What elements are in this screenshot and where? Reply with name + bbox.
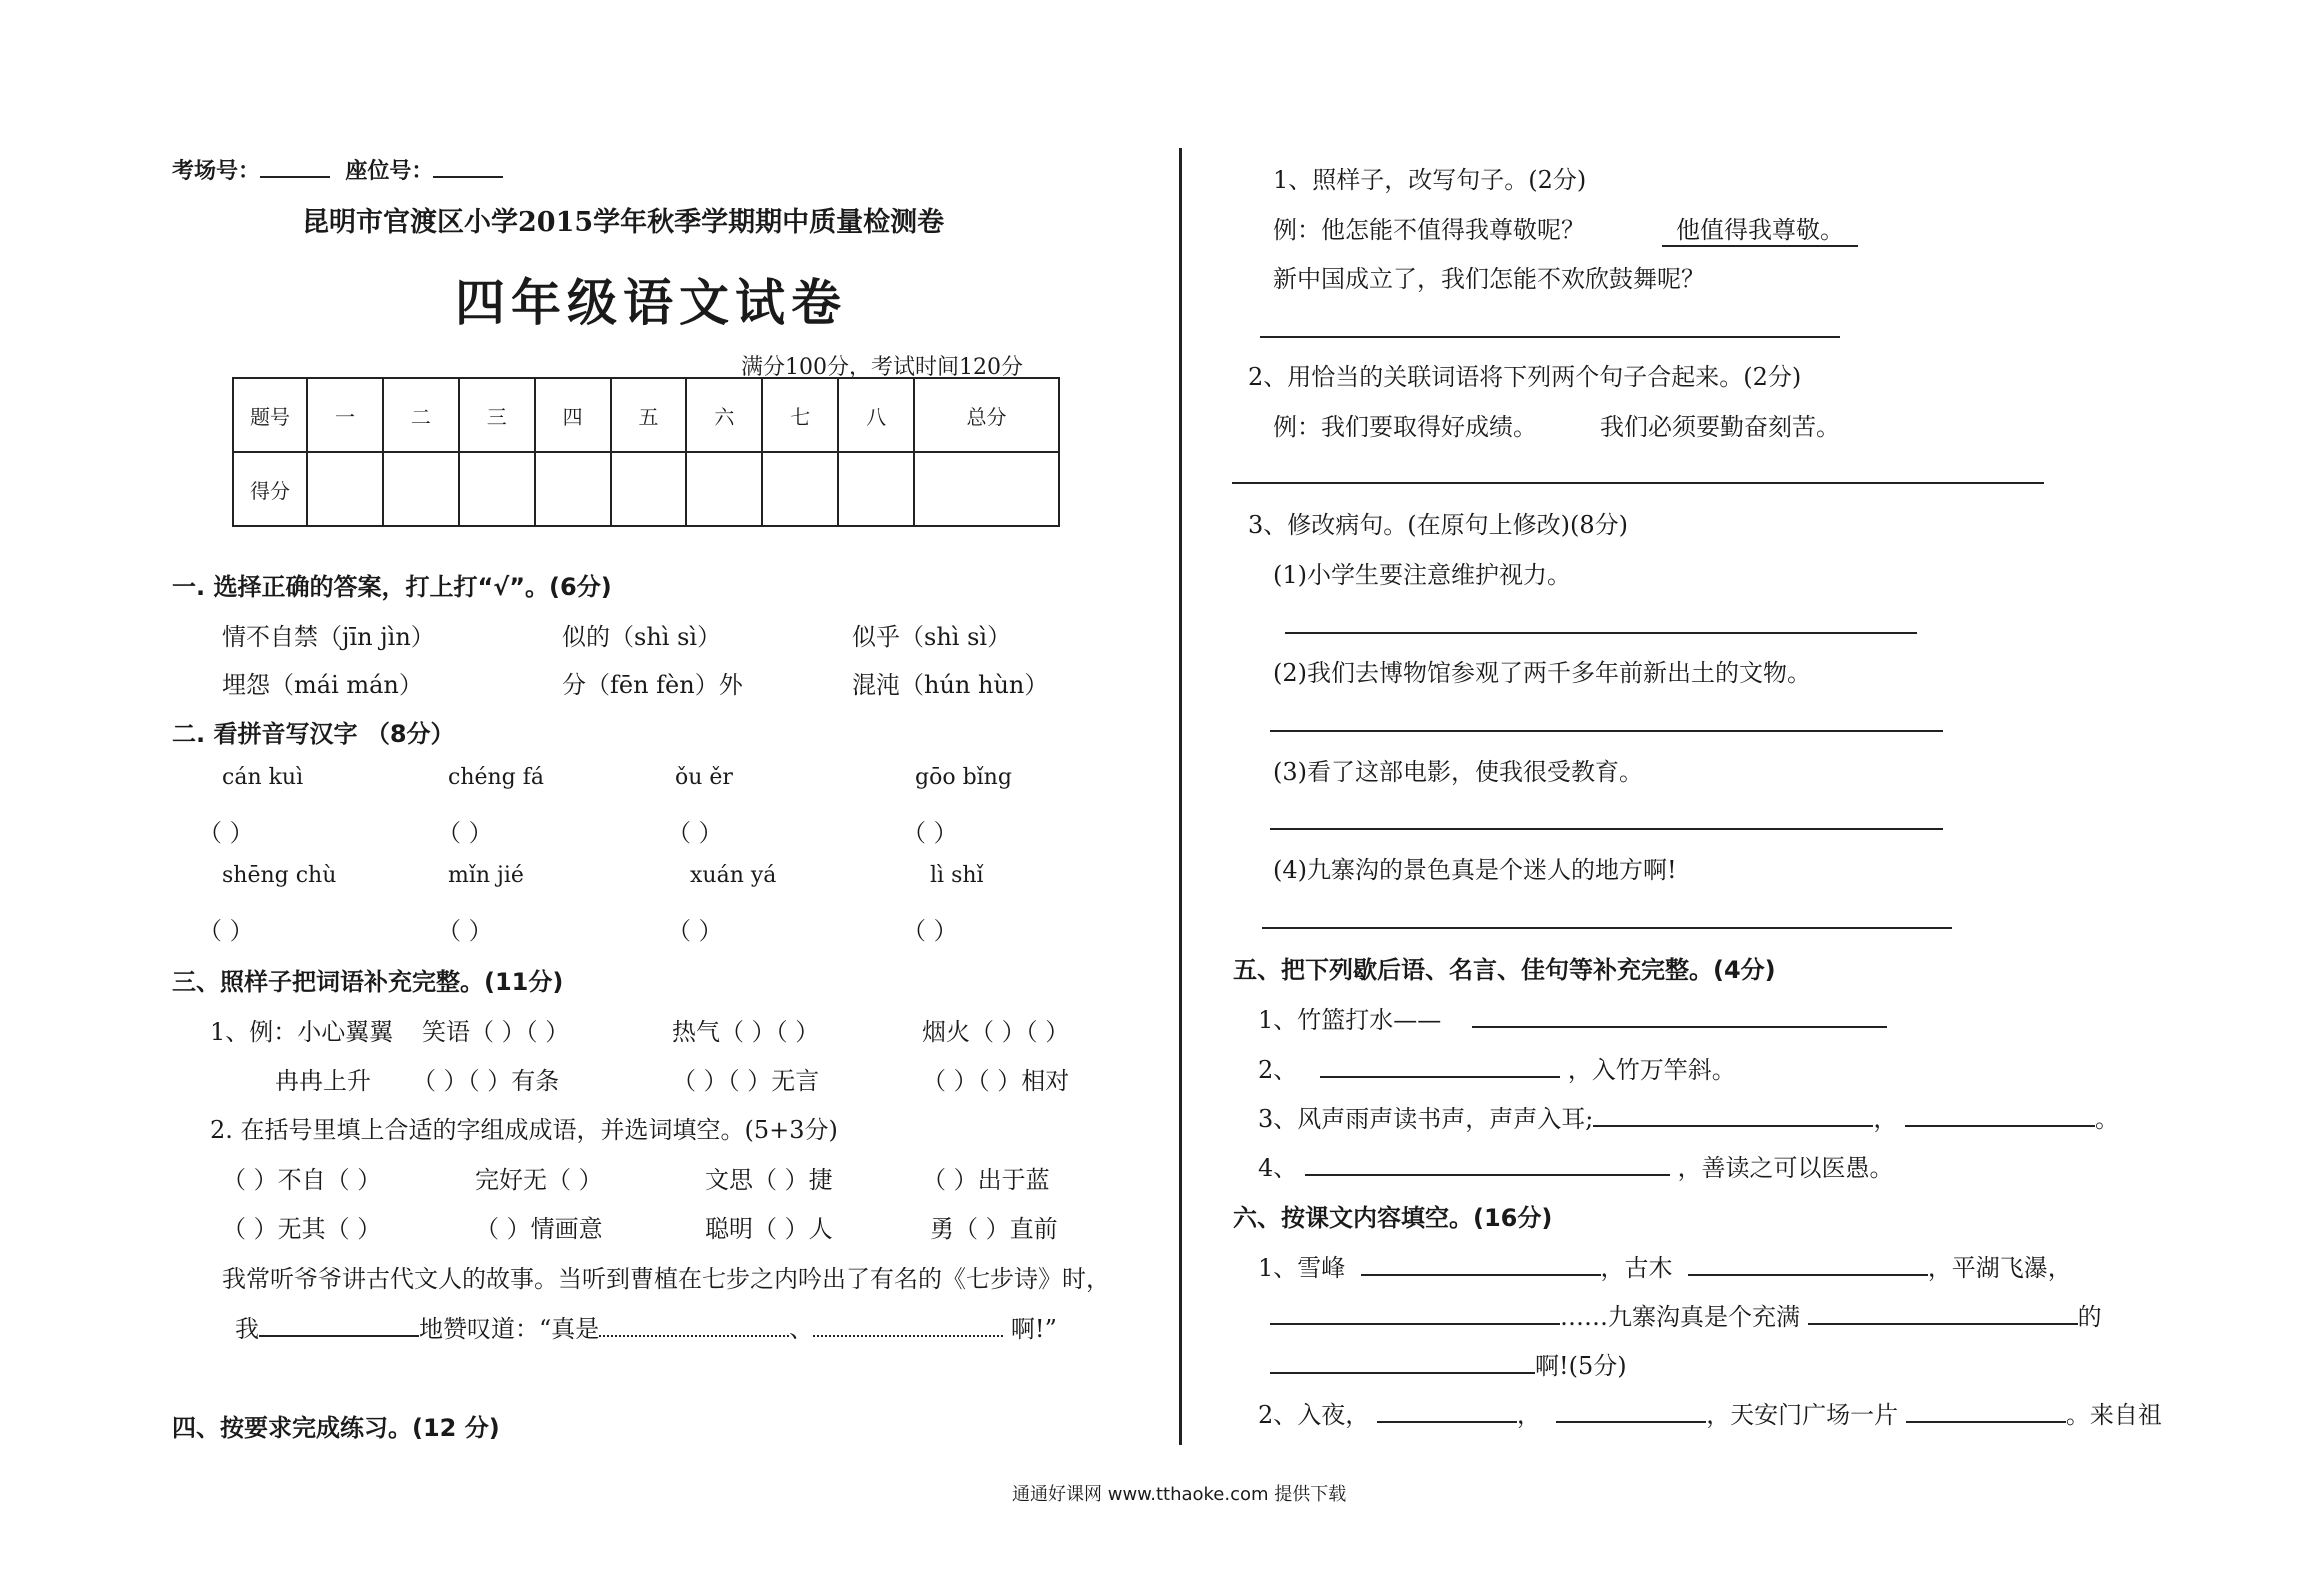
fill-blank[interactable]: [1905, 1125, 2095, 1127]
idiom-item[interactable]: 完好无（ ）: [475, 1166, 603, 1194]
question-text: 2、用恰当的关联词语将下列两个句子合起来。(2分): [1248, 363, 1802, 391]
answer-line[interactable]: [1285, 632, 1917, 634]
word-item[interactable]: 烟火（ ）（ ）: [922, 1018, 1070, 1046]
section3-heading: 三、照样子把词语补充完整。(11分): [172, 968, 564, 996]
choice-item[interactable]: 埋怨（mái mán）: [222, 671, 423, 699]
word-item[interactable]: （ ）（ ）相对: [922, 1067, 1070, 1095]
answer-line[interactable]: [1270, 730, 1943, 732]
question-text: 2. 在括号里填上合适的字组成成语，并选词填空。(5+3分): [210, 1116, 838, 1144]
word-item[interactable]: 热气（ ）（ ）: [672, 1018, 820, 1046]
section2-heading: 二. 看拼音写汉字 （8分）: [172, 720, 455, 748]
answer-line[interactable]: [1232, 482, 2044, 484]
answer-line[interactable]: [1262, 927, 1952, 929]
section6-heading: 六、按课文内容填空。(16分): [1233, 1204, 1553, 1232]
section5-heading: 五、把下列歇后语、名言、佳句等补充完整。(4分): [1233, 956, 1776, 984]
fill-blank[interactable]: [1377, 1421, 1517, 1423]
fill-line: 3、风声雨声读书声，声声入耳; ， 。: [1258, 1105, 2119, 1133]
footer-credit: 通通好课网 www.tthaoke.com 提供下载: [1012, 1484, 1347, 1505]
score-table-cell: 一: [307, 378, 383, 452]
answer-paren[interactable]: （ ）: [437, 917, 493, 945]
word-item[interactable]: （ ）（ ）无言: [672, 1067, 820, 1095]
idiom-item[interactable]: （ ）出于蓝: [922, 1166, 1050, 1194]
fill-blank[interactable]: [1906, 1421, 2066, 1423]
idiom-item[interactable]: 聪明（ ）人: [705, 1215, 833, 1243]
score-table-cell: 总分: [914, 378, 1059, 452]
sick-sentence[interactable]: (2)我们去博物馆参观了两千多年前新出土的文物。: [1273, 659, 1811, 687]
pinyin: gōo bǐng: [915, 765, 1012, 790]
story-blank[interactable]: [813, 1335, 1003, 1337]
choice-item[interactable]: 情不自禁（jīn jìn）: [222, 623, 435, 651]
fill-blank[interactable]: [1270, 1323, 1560, 1325]
fill-blank[interactable]: [1320, 1076, 1560, 1078]
example-text: 例：我们要取得好成绩。: [1273, 413, 1537, 441]
fill-line: 4、 ，善读之可以医愚。: [1258, 1154, 1894, 1182]
fill-blank[interactable]: [1472, 1026, 1887, 1028]
answer-line[interactable]: [1270, 828, 1943, 830]
fill-line: 2、 ，入竹万竿斜。: [1258, 1056, 1736, 1084]
section4-heading: 四、按要求完成练习。(12 分): [172, 1414, 500, 1442]
score-info: 满分100分，考试时间120分: [741, 355, 1023, 380]
fill-line: 啊!(5分): [1270, 1346, 1627, 1381]
fill-line: 1、雪峰 ，古木 ，平湖飞瀑，: [1258, 1254, 2072, 1282]
idiom-item[interactable]: （ ）不自（ ）: [222, 1166, 382, 1194]
idiom-item[interactable]: 文思（ ）捷: [705, 1166, 833, 1194]
score-table: [232, 377, 1060, 527]
answer-paren[interactable]: （ ）: [198, 917, 254, 945]
section1-heading: 一. 选择正确的答案，打上打“√”。(6分): [172, 573, 612, 601]
answer-paren[interactable]: （ ）: [667, 819, 723, 847]
word-item: 冉冉上升: [275, 1067, 371, 1095]
fill-line: 1、竹篮打水——: [1258, 1000, 1887, 1035]
pinyin: lì shǐ: [930, 863, 984, 888]
score-table-cell: 三: [459, 378, 535, 452]
score-entry[interactable]: [459, 452, 535, 526]
word-item[interactable]: （ ）（ ）有条: [412, 1067, 560, 1095]
choice-item[interactable]: 分（fēn fèn）外: [562, 671, 743, 699]
task-sentence: 新中国成立了，我们怎能不欢欣鼓舞呢？: [1273, 265, 1705, 293]
example-answer: 他值得我尊敬。: [1662, 210, 1858, 247]
example-text: 我们必须要勤奋刻苦。: [1600, 413, 1840, 441]
fill-line: 2、入夜， ， ，天安门广场一片 。来自祖: [1258, 1401, 2162, 1429]
pinyin: mǐn jié: [448, 863, 524, 888]
word-item: 1、例：小心翼翼: [210, 1018, 394, 1046]
score-entry[interactable]: [307, 452, 383, 526]
sick-sentence[interactable]: (3)看了这部电影，使我很受教育。: [1273, 758, 1643, 786]
score-table-header-row: [233, 378, 1059, 452]
pinyin: ǒu ěr: [675, 765, 733, 790]
choice-item[interactable]: 似乎（shì sì）: [852, 623, 1012, 651]
score-table-cell: 四: [535, 378, 611, 452]
answer-paren[interactable]: （ ）: [667, 917, 723, 945]
exam-title: 四年级语文试卷: [455, 273, 847, 332]
idiom-item[interactable]: （ ）情画意: [475, 1215, 603, 1243]
score-entry[interactable]: [686, 452, 762, 526]
fill-blank[interactable]: [1270, 1372, 1535, 1374]
answer-paren[interactable]: （ ）: [437, 819, 493, 847]
choice-item[interactable]: 似的（shì sì）: [562, 623, 722, 651]
example-text: 例：他怎能不值得我尊敬呢？: [1273, 216, 1585, 244]
idiom-item[interactable]: （ ）无其（ ）: [222, 1215, 382, 1243]
story-text: 我常听爷爷讲古代文人的故事。当听到曹植在七步之内吟出了有名的《七步诗》时，: [222, 1265, 1110, 1293]
fill-blank[interactable]: [1305, 1174, 1670, 1176]
score-table-cell: 六: [686, 378, 762, 452]
score-entry[interactable]: [914, 452, 1059, 526]
fill-blank[interactable]: [1593, 1125, 1873, 1127]
choice-item[interactable]: 混沌（hún hùn）: [852, 671, 1049, 699]
question-text: 3、修改病句。(在原句上修改)(8分): [1248, 511, 1628, 539]
idiom-item[interactable]: 勇（ ）直前: [930, 1215, 1058, 1243]
score-table-cell: 五: [611, 378, 687, 452]
sick-sentence[interactable]: (1)小学生要注意维护视力。: [1273, 561, 1571, 589]
story-blank[interactable]: [259, 1335, 419, 1337]
story-blank[interactable]: [599, 1335, 789, 1337]
fill-blank[interactable]: [1688, 1274, 1928, 1276]
word-item[interactable]: 笑语（ ）（ ）: [422, 1018, 570, 1046]
score-table-cell: 得分: [233, 452, 307, 526]
pinyin: cán kuì: [222, 765, 304, 790]
answer-paren[interactable]: （ ）: [902, 917, 958, 945]
score-entry[interactable]: [383, 452, 459, 526]
exam-subtitle: 昆明市官渡区小学2015学年秋季学期期中质量检测卷: [302, 207, 945, 238]
score-table-cell: 七: [762, 378, 838, 452]
fill-blank[interactable]: [1556, 1421, 1706, 1423]
column-divider: [1179, 148, 1182, 1445]
seat-blank[interactable]: [433, 176, 503, 178]
pinyin: shēng chù: [222, 863, 337, 888]
score-entry[interactable]: [611, 452, 687, 526]
pinyin: chéng fá: [448, 765, 545, 790]
score-table-cell: 题号: [233, 378, 307, 452]
score-entry[interactable]: [535, 452, 611, 526]
fill-blank[interactable]: [1361, 1274, 1601, 1276]
fill-blank[interactable]: [1808, 1323, 2078, 1325]
answer-paren[interactable]: （ ）: [902, 819, 958, 847]
sick-sentence[interactable]: (4)九寨沟的景色真是个迷人的地方啊!: [1273, 856, 1677, 884]
score-table-score-row: [233, 452, 1059, 526]
pinyin: xuán yá: [690, 863, 777, 888]
exam-room-blank[interactable]: [260, 176, 330, 178]
score-entry[interactable]: [838, 452, 914, 526]
score-table-cell: 二: [383, 378, 459, 452]
score-entry[interactable]: [762, 452, 838, 526]
fill-line: ……九寨沟真是个充满 的: [1270, 1297, 2102, 1332]
question-text: 1、照样子，改写句子。(2分): [1273, 166, 1587, 194]
score-table-cell: 八: [838, 378, 914, 452]
story-line: 我 地赞叹道：“真是 、 啊!”: [235, 1315, 1057, 1343]
answer-paren[interactable]: （ ）: [198, 819, 254, 847]
exam-room-label: 考场号： 座位号：: [172, 154, 503, 185]
answer-line[interactable]: [1260, 336, 1840, 338]
